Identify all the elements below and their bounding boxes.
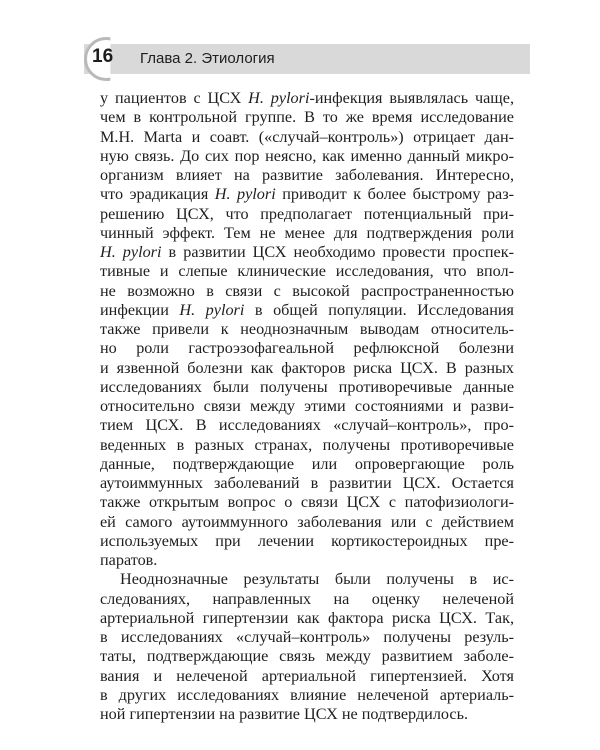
chapter-title: Глава 2. Этиология <box>140 50 275 67</box>
page-number: 16 <box>92 46 114 67</box>
text-run: аутоиммунных заболеваний в развитии ЦСХ. Остается <box>100 474 514 492</box>
text-run: относительно связи между этими состояниями и разви- <box>100 397 514 415</box>
text-run: но роли гастроэзофагеальной рефлюксной болезни <box>100 339 514 358</box>
paragraph <box>100 570 514 724</box>
text-line <box>100 686 514 705</box>
text-line <box>100 320 514 339</box>
text-run: не возможно в связи с высокой распространенностью <box>100 281 514 300</box>
text-run: у пациентов с ЦСХ <box>100 89 249 107</box>
text-run: таты, подтверждающие связь между развитием заболе- <box>100 647 514 666</box>
text-run: -инфекция выявлялась чаще, <box>309 89 515 107</box>
text-line <box>100 493 514 512</box>
text-run: также открытым вопрос о связи ЦСХ с патофизиологи- <box>100 493 514 512</box>
text-line <box>100 147 514 166</box>
text-line <box>100 590 514 609</box>
text-run: инфекции <box>100 300 180 319</box>
text-line <box>100 378 514 397</box>
text-line <box>100 474 514 493</box>
text-run: тием ЦСХ. В исследованиях «случай–контроль», про- <box>100 416 514 435</box>
text-run: данные, подтверждающие или опровергающие роль <box>100 454 514 473</box>
text-line <box>100 185 514 204</box>
text-run: используемых при лечении кортикостероидных пре- <box>100 531 514 550</box>
text-line <box>100 397 514 416</box>
paragraph <box>100 89 514 570</box>
text-line <box>100 436 514 455</box>
text-line <box>100 359 514 378</box>
text-line <box>100 301 514 320</box>
text-run: и язвенной болезни как факторов риска ЦСХ. В разных <box>100 358 514 377</box>
text-run: в общей популяции. Исследования <box>244 300 514 319</box>
text-run: паратов. <box>100 551 158 569</box>
text-line <box>100 570 514 589</box>
text-run: ной гипертензии на развитие ЦСХ не подтвердилось. <box>100 705 469 723</box>
text-run: артериальной гипертензии как фактора риска ЦСХ. Так, <box>100 608 514 627</box>
text-run: чем в контрольной группе. В то же время исследование <box>100 108 514 127</box>
text-line <box>100 513 514 532</box>
text-line <box>100 628 514 647</box>
text-line <box>100 416 514 435</box>
text-line <box>100 647 514 666</box>
text-run: чинный эффект. Тем не менее для подтверждения роли <box>100 223 514 242</box>
italic-term: H. pylori <box>214 185 276 204</box>
text-run: Неоднозначные результаты были получены в ис- <box>120 570 514 589</box>
text-run: исследованиях были получены противоречивые данные <box>100 377 514 396</box>
text-run: в других исследованиях влияние нелеченой артериаль- <box>100 685 514 704</box>
text-run: тивные и слепые клинические исследования, что впол- <box>100 262 514 281</box>
text-run: вания и нелеченой артериальной гипертензией. Хотя <box>100 666 514 685</box>
text-line <box>100 609 514 628</box>
text-line <box>100 224 514 243</box>
italic-term: H. pylori <box>248 89 310 107</box>
text-line <box>100 128 514 147</box>
text-run: ную связь. До сих пор неясно, как именно данный микро- <box>100 146 514 165</box>
text-line <box>100 455 514 474</box>
text-line <box>100 262 514 281</box>
text-run: организм влияет на развитие заболевания. Интересно, <box>100 166 514 184</box>
text-line <box>100 532 514 551</box>
text-run: приводит к более быстрому раз- <box>275 185 515 204</box>
text-line <box>100 705 514 724</box>
text-run: решению ЦСХ, что предполагает потенциальный при- <box>100 204 514 223</box>
text-line <box>100 551 514 570</box>
italic-term: H. pylori <box>100 243 162 261</box>
text-line <box>100 205 514 224</box>
text-line <box>100 339 514 358</box>
italic-term: H. pylori <box>179 300 245 319</box>
text-line <box>100 108 514 127</box>
text-run: M.H. Marta и соавт. («случай–контроль») отрицает дан- <box>100 127 514 146</box>
text-line <box>100 89 514 108</box>
body-text <box>100 89 514 724</box>
text-line <box>100 243 514 262</box>
text-run: в исследованиях «случай–контроль» получены резуль- <box>100 628 514 646</box>
text-line <box>100 282 514 301</box>
text-run: ей самого аутоиммунного заболевания или с действием <box>100 512 514 531</box>
text-line <box>100 667 514 686</box>
text-line <box>100 166 514 185</box>
chapter-header-bar <box>84 44 530 74</box>
text-run: что эрадикация <box>100 185 215 204</box>
text-run: следованиях, направленных на оценку нелеченой <box>100 589 514 608</box>
text-run: в развитии ЦСХ необходимо провести проспек- <box>161 243 514 261</box>
text-run: веденных в разных странах, получены противоречивые <box>100 435 514 454</box>
text-run: также привели к неоднозначным выводам относитель- <box>100 320 514 338</box>
